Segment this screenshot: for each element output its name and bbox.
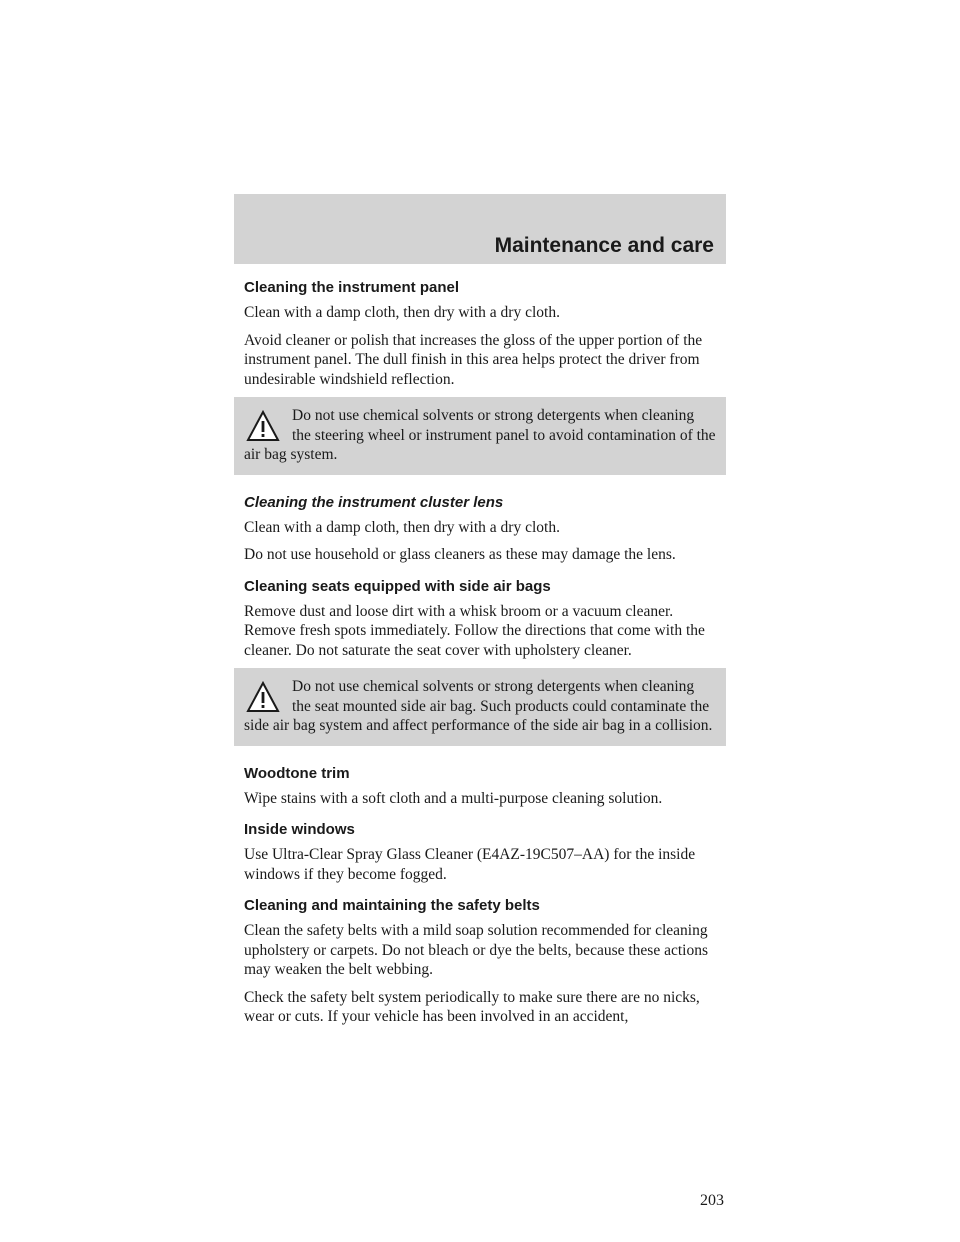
heading-cluster-lens: Cleaning the instrument cluster lens bbox=[244, 493, 504, 511]
header-band bbox=[234, 194, 726, 264]
paragraph: Clean with a damp cloth, then dry with a dry cloth. bbox=[244, 304, 560, 321]
paragraph: Clean with a damp cloth, then dry with a dry cloth. bbox=[244, 518, 560, 536]
warning-triangle-icon bbox=[246, 410, 280, 442]
page-header-title: Maintenance and care bbox=[494, 234, 714, 257]
heading-safety-belts: Cleaning and maintaining the safety belts bbox=[244, 897, 540, 914]
warning-text: Do not use chemical solvents or strong detergents when cleaning the steering wheel or instrument panel to avoid contamination of the air bag system. bbox=[244, 407, 716, 463]
warning-text: Do not use chemical solvents or strong detergents when cleaning the seat mounted side air bag. Such products could contaminate the side air bag system and affect performance of the side air bag in a collision. bbox=[244, 678, 713, 734]
paragraph: Do not use household or glass cleaners as these may damage the lens. bbox=[244, 546, 676, 563]
warning-box bbox=[234, 397, 726, 475]
page-number: 203 bbox=[700, 1192, 724, 1209]
heading-inside-windows: Inside windows bbox=[244, 821, 355, 838]
paragraph: Check the safety belt system periodically to make sure there are no nicks, wear or cuts. If your vehicle has been involved in an accident, bbox=[244, 988, 700, 1025]
page-content bbox=[244, 278, 724, 1035]
paragraph: Remove dust and loose dirt with a whisk broom or a vacuum cleaner. Remove fresh spots immediately. Follow the directions that come with the cleaner. Do not saturate the seat cover with upholstery cleaner. bbox=[244, 602, 705, 659]
heading-woodtone-trim: Woodtone trim bbox=[244, 764, 350, 782]
heading-instrument-panel: Cleaning the instrument panel bbox=[244, 279, 460, 296]
heading-seats-side-air-bags: Cleaning seats equipped with side air bags bbox=[244, 577, 551, 595]
warning-box bbox=[234, 668, 726, 746]
paragraph: Wipe stains with a soft cloth and a multi-purpose cleaning solution. bbox=[244, 789, 663, 807]
paragraph: Clean the safety belts with a mild soap solution recommended for cleaning upholstery or carpets. Do not bleach or dye the belts, because these actions may weaken the belt webbing. bbox=[244, 922, 708, 978]
paragraph: Use Ultra-Clear Spray Glass Cleaner (E4AZ-19C507–AA) for the inside windows if they become fogged. bbox=[244, 846, 696, 883]
paragraph: Avoid cleaner or polish that increases the gloss of the upper portion of the instrument panel. The dull finish in this area helps protect the driver from undesirable windshield reflection. bbox=[244, 331, 703, 388]
warning-triangle-icon bbox=[246, 681, 280, 713]
